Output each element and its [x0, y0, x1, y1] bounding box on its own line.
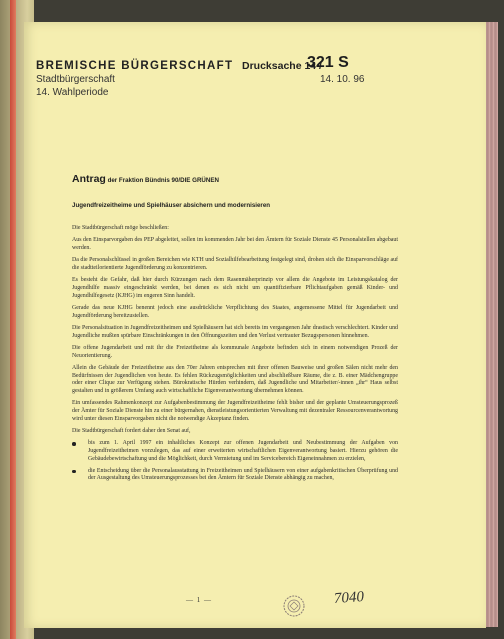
paragraph: Die Stadtbürgerschaft möge beschließen:: [72, 225, 169, 231]
chamber-name: Stadtbürgerschaft: [36, 74, 115, 85]
handwritten-archive-number: 7040: [333, 588, 365, 608]
paragraph: Da die Personalschlüssel in großen Bereichen wie KTH und Sozialhilfebearbeitung festgelegt sind, drohen sich die Einsparvorschläge auf die stadtteilorientierte Jugendförderung zu konzentrieren.: [72, 257, 398, 271]
drucksache-number: 321 S: [307, 54, 349, 71]
bullet-icon: [72, 470, 76, 474]
document-date: 14. 10. 96: [320, 74, 365, 85]
document-page: [24, 22, 486, 628]
legislative-period: 14. Wahlperiode: [36, 87, 109, 98]
binder-edge: [10, 0, 16, 639]
demands-list: [72, 440, 398, 483]
list-item-text: bis zum 1. April 1997 ein inhaltliches Konzept zur offenen Jugendarbeit und Neubestimmung der Aufgaben von Jugendfreizeitheimen vorzulegen, das auf einer erweiterten wirtschaftlichen Eigenverantwortung basiert. Hierzu gehören die Gebäudebewirtschaftung und die Möglichkeit, durch Vermietung und im Servicebereich Eigeneinnahmen zu erzielen,: [88, 440, 398, 462]
paragraph: Ein umfassendes Rahmenkonzept zur Aufgabenbestimmung der Jugendfreizeitheime fehlt bisher und der geplante Umsteuerungsprozeß der Ämter für Soziale Dienste hin zu einer bürgernahen, dienstleistungsorientierten Verwaltung mit dezentraler Ressourcenverantwortung wird unter diesen Einsparvorgaben nicht die notwendige Akzeptanz finden.: [72, 400, 398, 422]
paragraph: Gerade das neue KJHG benennt jedoch eine ausdrückliche Verpflichtung des Staates, angemessene Mittel für Jugendarbeit und Jugendförderung bereitzustellen.: [72, 305, 398, 319]
motion-subject: Jugendfreizeitheime und Spielhäuser absichern und modernisieren: [72, 202, 271, 209]
paragraph: Aus den Einsparvorgaben des PEP abgeleitet, sollen im kommenden Jahr bei den Ämtern für Soziale Dienste 45 Personalstellen abgebaut werden.: [72, 237, 398, 251]
page-stack-edge: [484, 22, 498, 627]
bullet-icon: [72, 442, 76, 446]
drucksache-label: Drucksache 14 /: [242, 60, 322, 72]
list-item-text: die Entscheidung über die Personalausstattung in Freizeitheimen und Spielhäusern von einer aufgabenkritischen Überprüfung und der Ausgestaltung des Umsteuerungsprozesses bei den Ämtern für Soziale Dienste abhängig zu machen,: [88, 467, 398, 482]
page-number: — 1 —: [186, 596, 212, 604]
archive-stamp-icon: [282, 594, 306, 618]
paragraph: Allein die Gebäude der Freizeitheime aus den 70er Jahren entsprechen mit ihrer offenen Bauweise und großen Sälen nicht mehr den Bedürfnissen der Jugendlichen von heute. Es fehlen Rückzugsmöglichkeiten und abschließbare Räume, die z. B. einer Mädchengruppe oder einer Clique zur Verfügung stehen. Bürokratische Hürden verhindern, daß Jugendliche und Mitarbeiter/-innen „ihr“ Haus selbst gestalten und in größerem Umfang auch wirtschaftliche Eigenverantwortung übernehmen können.: [72, 365, 398, 395]
paragraph: Es besteht die Gefahr, daß hier durch Kürzungen nach dem Rasenmäherprinzip vor allem die Angebote im Leistungskatalog der Jugendhilfe massiv eingeschränkt werden, bei denen es sich nicht um quantifizierbare Pflichtaufgaben gemäß Kinder- und Jugendhilfegesetz (KJHG) im engeren Sinn handelt.: [72, 277, 398, 299]
organization-name: BREMISCHE BÜRGERSCHAFT: [36, 60, 234, 72]
paragraph: Die Stadtbürgerschaft fordert daher den Senat auf,: [72, 428, 191, 435]
list-item: [72, 468, 398, 483]
paragraph: Die Personalsituation in Jugendfreizeitheimen und Spielhäusern hat sich bereits im vergangenen Jahr drastisch verschlechtert. Kinder und Jugendliche mußten spürbare Einschränkungen in den Öffnungszeiten und den Verlust vertrauter Bezugspersonen hinnehmen.: [72, 325, 398, 339]
motion-body: [72, 225, 398, 487]
motion-heading: [72, 173, 219, 185]
motion-party: der Fraktion Bündnis 90/DIE GRÜNEN: [105, 177, 219, 184]
paragraph: Die offene Jugendarbeit und mit ihr die Freizeitheime als kommunale Angebote befinden sich in einem notwendigen Prozeß der Neuorientierung.: [72, 345, 398, 359]
list-item: [72, 440, 398, 463]
motion-word: Antrag: [72, 173, 106, 185]
